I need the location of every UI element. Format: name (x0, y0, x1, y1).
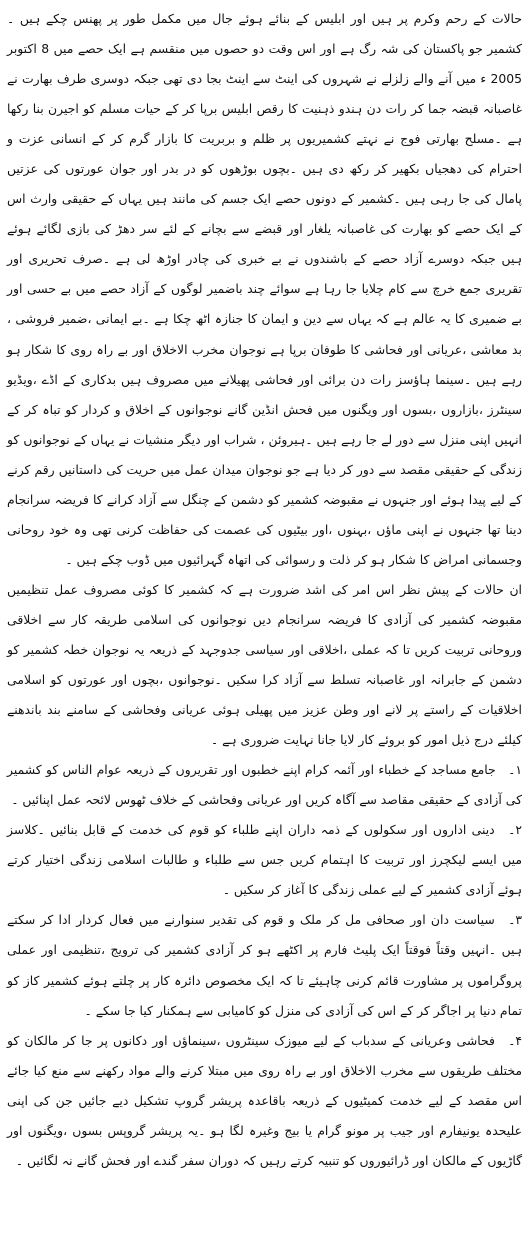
list-item-number: ۲۔ (508, 822, 522, 838)
article-paragraph-2: ان حالات کے پیش نظر اس امر کی اشد ضرورت ہے کہ کشمیر کا کوئی مصروف عمل تنظیمیں مقبوضہ کشمیر کی آزادی کا فریضہ سرانجام دیں نوجوانوں کی اسلامی طریقہ کار سے اخلاقی وروحانی تربیت کریں تا کہ عملی ،اخلاقی اور سیاسی جدوجہد کے ذریعہ یہ نوجوان خطہ کشمیر کو دشمن کے جابرانہ اور غاصبانہ تسلط سے آزاد کرا سکیں ۔نوجوانوں ،بچوں اور عورتوں کو اسلامی اخلاقیات کے راستے پر لانے اور وطن عزیز میں پھیلی ہوئی عریانی وفحاشی کے سامنے بند باندھنے کیلئے درج ذیل امور کو بروئے کار لایا جانا نہایت ضروری ہے ۔ (7, 581, 522, 748)
list-item-number: ۳۔ (508, 912, 522, 928)
list-item-4 (7, 1026, 522, 1176)
list-item-3 (7, 905, 522, 1025)
list-item-text: سیاست دان اور صحافی مل کر ملک و قوم کی تقدیر سنوارنے میں فعال کردار ادا کر سکتے ہیں ۔انہیں وقتاً فوقتاً ایک پلیٹ فارم پر اکٹھے ہو کر آزادی کشمیر کی ترویج ،تنظیمی اور عملی پروگراموں پر مشاورت قائم کرنی چاہیئے تا کہ ایک مخصوص دائرہ کار پر چلتے ہوئے کشمیر کاز کو تمام دنیا پر اجاگر کر کے اس کی آزادی کی منزل کو کامیابی سے ہمکنار کیا جا سکے ۔ (7, 912, 522, 1018)
list-item-text: جامع مساجد کے خطباء اور آئمہ کرام اپنے خطبوں اور تقریروں کے ذریعہ عوام الناس کو کشمیر کی آزادی کے حقیقی مقاصد سے آگاہ کریں اور عریانی وفحاشی کے خلاف ٹھوس لائحہ عمل اپنائیں ۔ (7, 762, 522, 808)
list-item-text: دینی اداروں اور سکولوں کے ذمہ داران اپنے طلباء کو قوم کی خدمت کے قابل بنائیں ۔کلاسز میں ایسے لیکچرز اور تربیت کا اہتمام کریں جس سے طلباء و طالبات اسلامی زندگی اختیار کرتے ہوئے آزادی کشمیر کے لیے عملی زندگی کا آغاز کر سکیں ۔ (7, 822, 522, 898)
list-item-1 (7, 755, 522, 815)
list-item-text: فحاشی وعریانی کے سدباب کے لیے میوزک سینٹروں ،سینماؤں اور دکانوں پر جا کر مالکان کو مختلف طریقوں سے مخرب الاخلاق اور بے راہ روی میں مبتلا کرنے والے مواد رکھنے سے منع کیا جائے اس مقصد کے لیے خدمت کمیٹیوں کے ذریعہ باقاعدہ پریشر گروپ تشکیل دیے جائیں جن کی اپنی علیحدہ یونیفارم اور جیب پر مونو گرام یا بیج وغیرہ لگا ہو ۔یہ پریشر گروپس بسوں ،ویگنوں اور گاڑیوں کے مالکان اور ڈرائیوروں کو تنبیہ کرتے رہیں کہ دوران سفر گندے اور فحش گانے نہ لگائیں ۔ (7, 1032, 522, 1168)
list-item-number: ۴۔ (508, 1032, 522, 1048)
list-item-2 (7, 815, 522, 905)
article-paragraph-1: حالات کے رحم وکرم پر ہیں اور ابلیس کے بنائے ہوئے جال میں مکمل طور پر پھنس چکے ہیں ۔کشمیر جو پاکستان کی شہ رگ ہے اور اس وقت دو حصوں میں منقسم ہے ایک حصے میں 8 اکتوبر 2005 ء میں آنے والے زلزلے نے شہروں کی اینٹ سے اینٹ بجا دی تھی جبکہ دوسری طرف بھارت نے غاصبانہ قبضہ جما کر رات دن ہندو ذہنیت کا رقص ابلیس برپا کر کے حیات مسلم کو اجیرن بنا رکھا ہے ۔مسلح بھارتی فوج نے نہتے کشمیریوں پر ظلم و بربریت کا بازار گرم کر کے انسانی عزت و احترام کی دھجیاں بکھیر کر رکھ دی ہیں ۔بچوں بوڑھوں کو در بدر اور جوان عورتوں کی عزتیں پامال کی جا رہی ہیں ۔کشمیر کے دونوں حصے ایک جسم کی مانند ہیں یہاں کے حقیقی وارث اس کے ایک حصے کو بھارت کی غاصبانہ یلغار اور قبضے سے بچانے کے لئے سر دھڑ کی بازی لگائے ہوئے ہیں جبکہ دوسرے آزاد حصے کے باشندوں نے بے خبری کی چادر اوڑھ لی ہے ۔صرف تحریری اور تقریری جمع خرچ سے کام چلایا جا رہا ہے سوائے چند باضمیر لوگوں کے آزاد حصے میں بے حسی اور بے ضمیری کا یہ عالم ہے کہ یہاں سے دین و ایمان کا جنازہ اٹھ چکا ہے ۔بے ایمانی ،ضمیر فروشی ، بد معاشی ،عریانی اور فحاشی کا طوفان برپا ہے نوجوان مخرب الاخلاق اور بے راہ روی کا شکار ہو رہے ہیں ۔سینما ہاؤسز رات دن برائی اور فحاشی پھیلانے میں مصروف ہیں بدکاری کے اڈے ،ویڈیو سینٹرز ،بازاروں ،بسوں اور ویگنوں میں فحش انڈین گانے نوجوانوں کے اخلاق و کردار کو تباہ کر کے انہیں اپنی منزل سے دور لے جا رہے ہیں ۔ہیروئن ، شراب اور دیگر منشیات نے یہاں کے نوجوانوں کو زندگی کے حقیقی مقصد سے دور کر دیا ہے جو نوجوان میدان عمل میں حریت کی داستانیں رقم کرنے کے لیے پیدا ہوئے اور جنہوں نے مقبوضہ کشمیر کو دشمن کے چنگل سے آزاد کرانے کا فریضہ سرانجام دینا تھا جنہوں نے اپنی ماؤں ،بہنوں ،اور بیٹیوں کی عصمت کی حفاظت کرنی تھی وہ خود روحانی وجسمانی امراض کا شکار ہو کر ذلت و رسوائی کی اتھاہ گہرائیوں میں ڈوب چکے ہیں ۔ (7, 11, 522, 567)
list-item-number: ۱۔ (508, 762, 522, 778)
